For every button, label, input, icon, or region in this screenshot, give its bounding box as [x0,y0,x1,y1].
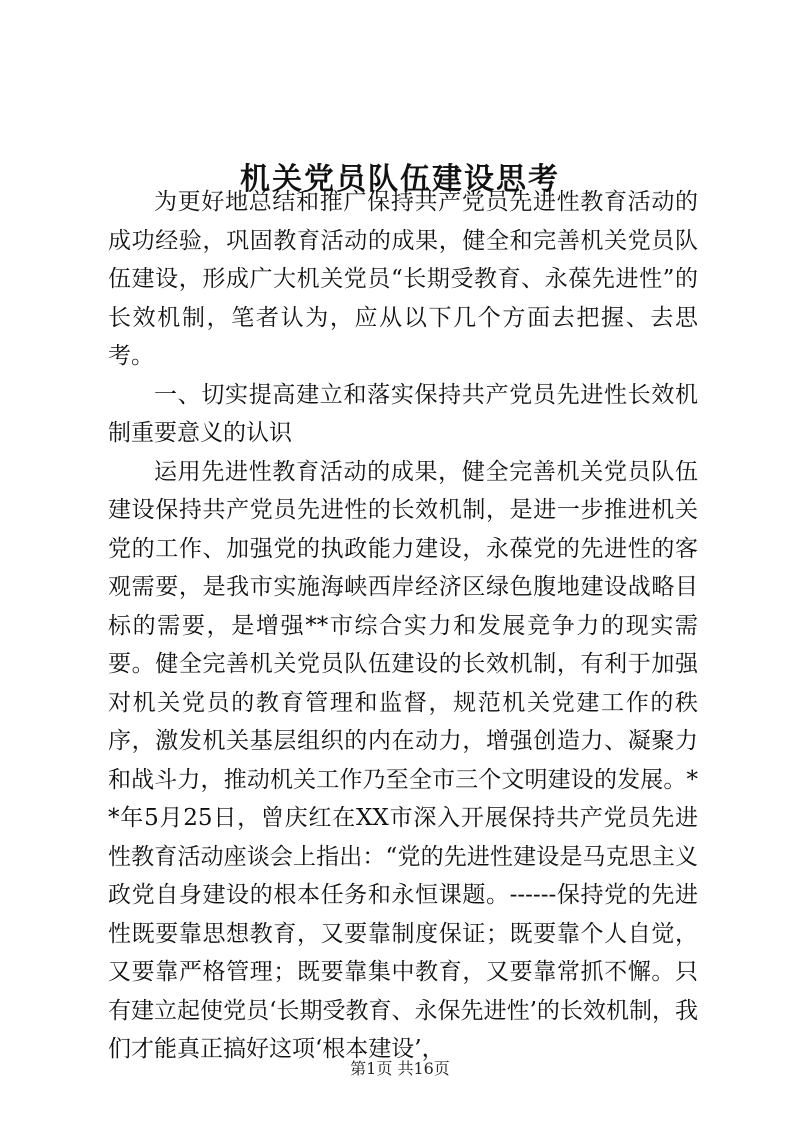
page-footer: 第1页 共16页 [350,1059,450,1078]
section-1-paragraph: 运用先进性教育活动的成果，健全完善机关党员队伍建设保持共产党员先进性的长效机制，是进一步推进机关党的工作、加强党的执政能力建设，永葆党的先进性的客观需要，是我市实施海峡西岸经济区绿色腹地建设战略目标的需要，是增强**市综合实力和发展竞争力的现实需要。健全完善机关党员队伍建设的长效机制，有利于加强对机关党员的教育管理和监督，规范机关党建工作的秩序，激发机关基层组织的内在动力，增强创造力、凝聚力和战斗力，推动机关工作乃至全市三个文明建设的发展。**年5月25日，曾庆红在XX市深入开展保持共产党员先进性教育活动座谈会上指出：“党的先进性建设是马克思主义政党自身建设的根本任务和永恒课题。------保持党的先进性既要靠思想教育，又要靠制度保证；既要靠个人自觉，又要靠严格管理；既要靠集中教育，又要靠常抓不懈。只有建立起使党员‘长期受教育、永保先进性’的长效机制，我们才能真正搞好这项‘根本建设’， [108,458,698,1062]
intro-paragraph: 为更好地总结和推广保持共产党员先进性教育活动的成功经验，巩固教育活动的成果，健全和完善机关党员队伍建设，形成广大机关党员“长期受教育、永葆先进性”的长效机制，笔者认为，应从以下几个方面去把握、去思考。 [108,189,698,369]
document-title: 机关党员队伍建设思考 [240,162,560,198]
section-heading-1: 一、切实提高建立和落实保持共产党员先进性长效机制重要意义的认识 [108,381,698,446]
document-body [108,183,698,1069]
